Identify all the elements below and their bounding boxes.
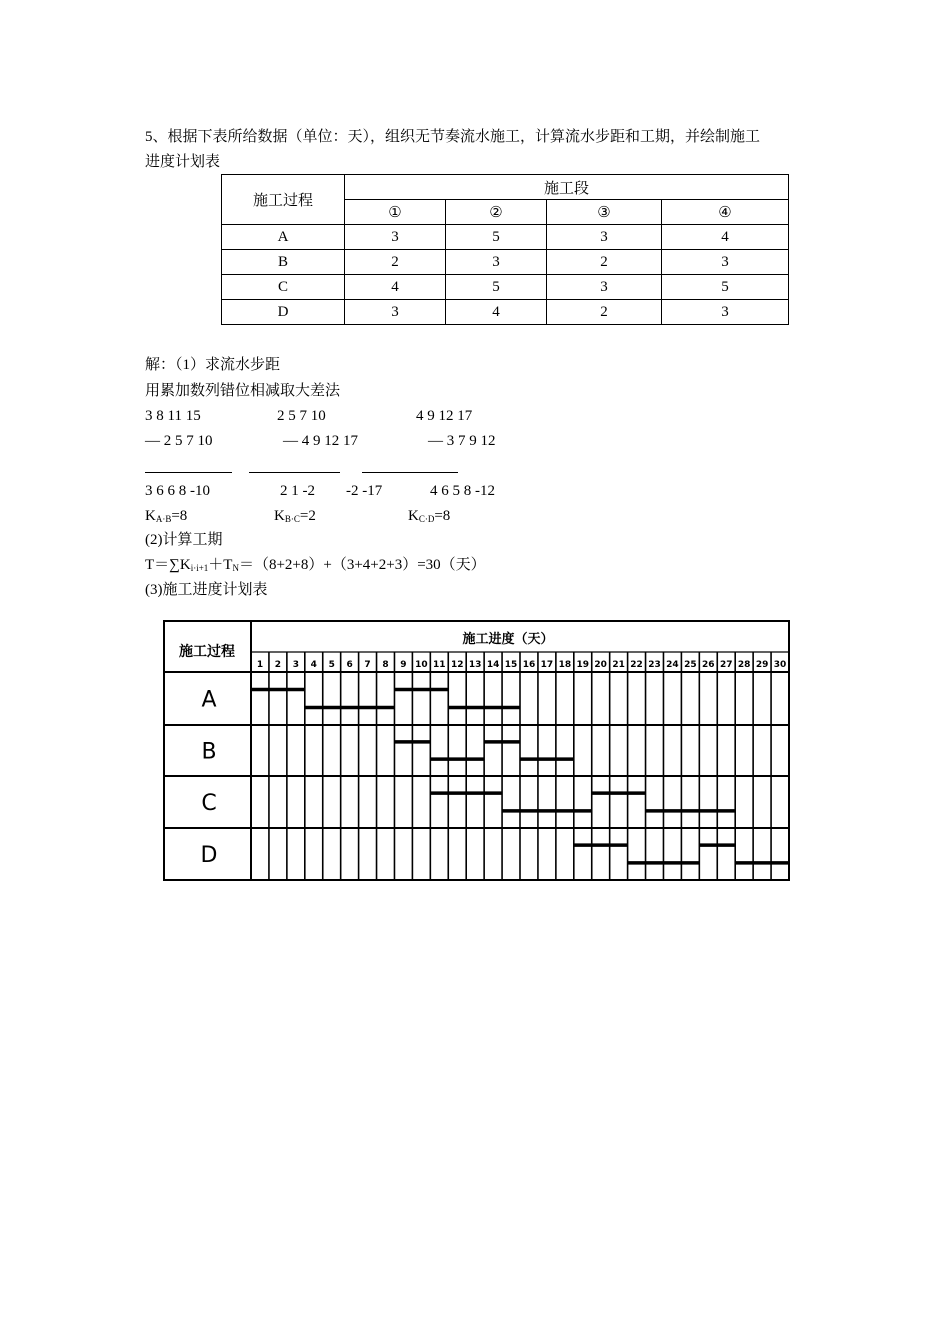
row-name: C [222,275,345,300]
day-label: 27 [719,660,733,670]
solution-method: 用累加数列错位相减取大差法 [145,383,341,399]
cell: 2 [547,250,662,275]
day-label: 19 [576,660,590,670]
cell: 5 [662,275,789,300]
cell: 3 [662,300,789,325]
k-bc: $K_{B\cdot C}=2$ [274,508,316,524]
day-label: 1 [256,660,264,670]
cell: 3 [547,275,662,300]
cell: 5 [446,275,547,300]
shift-cd: — 3 7 9 12 [428,433,496,449]
day-label: 21 [612,660,625,670]
day-label: 12 [450,660,464,670]
day-label: 9 [400,660,407,670]
schedule-process-header: 施工过程 [179,644,235,660]
cell: 3 [345,225,446,250]
duration-formula: $T=\sum K_{i\cdot i+1}+T_N=(8+2+8)+(3+4+2+3)=30$（天） [145,557,486,573]
question-line-1: 5、根据下表所给数据（单位：天），组织无节奏流水施工，计算流水步距和工期，并绘制施工 [145,129,761,145]
process-label: A [201,687,217,713]
k-ab: $K_{A\cdot B}=8$ [145,508,188,524]
process-label: C [201,791,217,816]
cell: 3 [547,225,662,250]
seq-ab: 3 8 11 15 [145,408,201,424]
day-label: 11 [433,660,446,670]
row-name: D [222,300,345,325]
diff-ab: 3 6 6 8 -10 [145,483,210,499]
segment-3: ③ [547,200,662,225]
day-label: 13 [468,660,482,670]
day-label: 3 [292,660,299,670]
segment-4: ④ [662,200,789,225]
diff-bc-1: 2 1 -2 [280,483,315,499]
day-label: 22 [630,660,643,670]
day-label: 17 [540,660,554,670]
day-label: 8 [382,660,389,670]
step-3-heading: (3)施工进度计划表 [145,582,268,598]
day-label: 18 [558,660,572,670]
seq-bc: 2 5 7 10 [277,408,326,424]
segment-2: ② [446,200,547,225]
day-label: 25 [684,660,697,670]
day-label: 23 [648,660,661,670]
step-2-heading: (2)计算工期 [145,532,223,548]
day-label: 28 [737,660,751,670]
process-label: D [200,843,218,868]
solution-heading: 解：（1）求流水步距 [145,357,281,373]
day-label: 26 [702,660,715,670]
day-label: 10 [415,660,428,670]
day-label: 24 [666,660,679,670]
header-process: 施工过程 [222,175,345,225]
day-label: 5 [328,660,335,670]
row-name: B [222,250,345,275]
cell: 2 [547,300,662,325]
day-label: 14 [486,660,500,670]
day-label: 2 [274,660,282,670]
question-line-2: 进度计划表 [145,154,221,170]
day-label: 4 [310,660,317,670]
cell: 5 [446,225,547,250]
day-label: 30 [773,660,787,670]
day-label: 16 [522,660,536,670]
cell: 3 [345,300,446,325]
diff-cd: 4 6 5 8 -12 [430,483,495,499]
cell: 4 [446,300,547,325]
day-label: 29 [755,660,769,670]
cell: 4 [345,275,446,300]
k-cd: $K_{C\cdot D}=8$ [408,508,451,524]
header-segments: 施工段 [345,175,789,200]
cell: 3 [446,250,547,275]
row-name: A [222,225,345,250]
day-label: 7 [364,660,371,670]
shift-bc: — 4 9 12 17 [283,433,358,449]
shift-ab: — 2 5 7 10 [145,433,213,449]
schedule-time-header: 施工进度（天） [462,632,554,647]
day-label: 15 [504,660,518,670]
day-label: 20 [594,660,607,670]
cell: 4 [662,225,789,250]
seq-cd: 4 9 12 17 [416,408,473,424]
segment-1: ① [345,200,446,225]
cell: 2 [345,250,446,275]
cell: 3 [662,250,789,275]
diff-bc-2: -2 -17 [346,483,383,499]
day-label: 6 [346,660,353,670]
process-label: B [201,739,217,765]
